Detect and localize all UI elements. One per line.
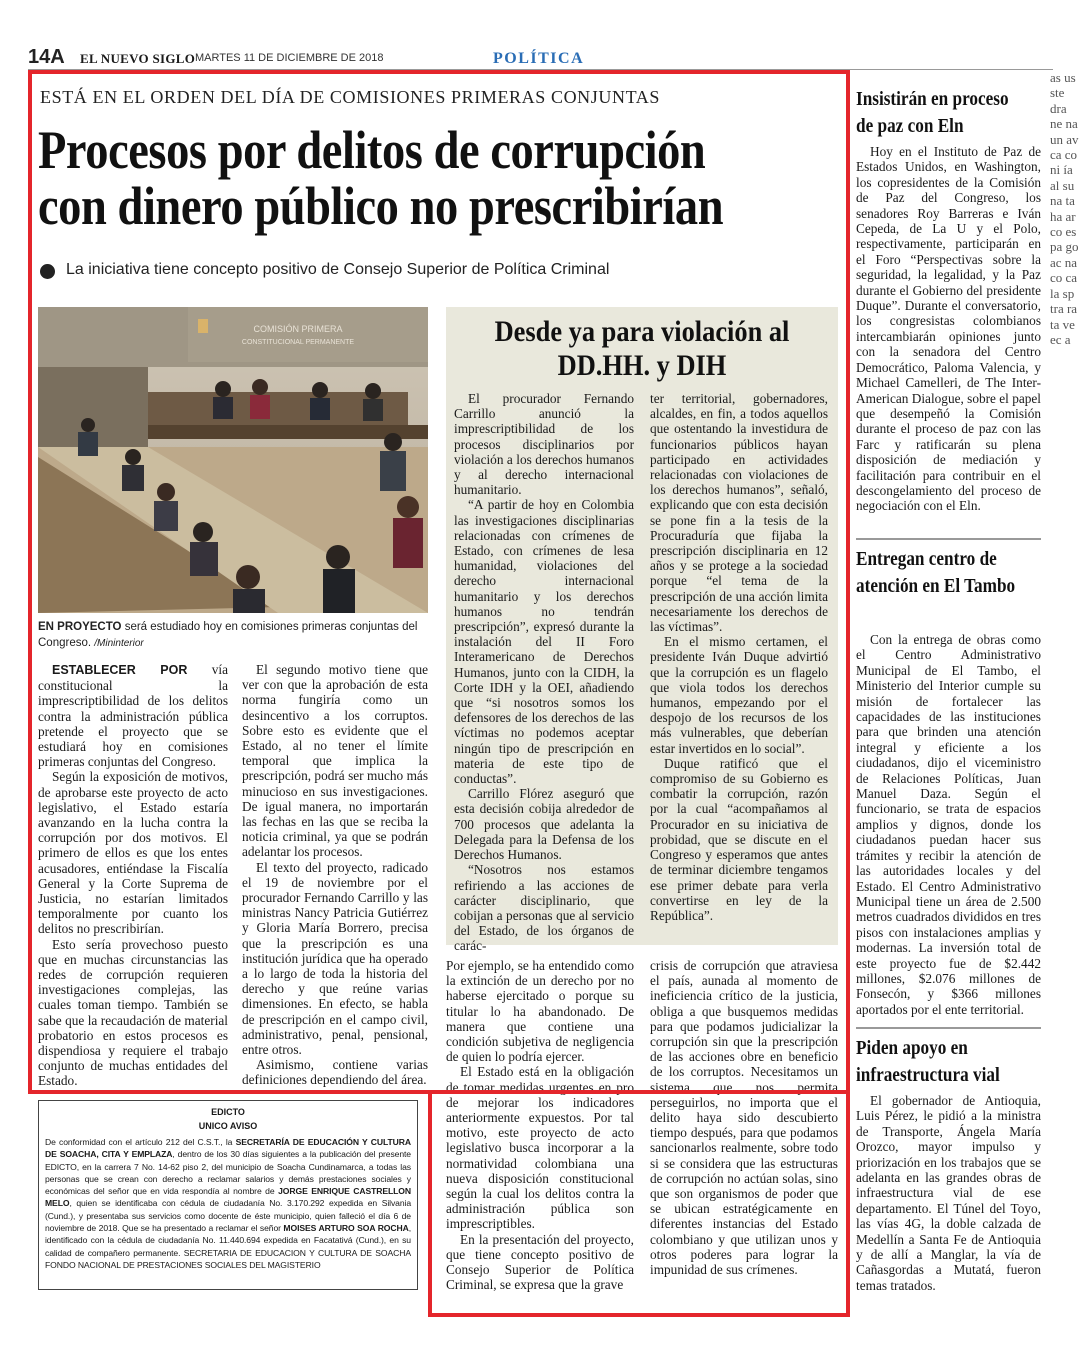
paragraph: En el mismo certamen, el presidente Iván Duque advirtió que la corrupción es un flagelo que viola todos los derechos humanos, empezando por el despojo de los recursos de los más vulnerables, que deberían estar invertidos en lo social”. (650, 634, 828, 756)
article-subhead: La iniciativa tiene concepto positivo de Consejo Superior de Política Criminal (66, 261, 610, 278)
paragraph: “A partir de hoy en Colombia las investigaciones disciplinarias relacionadas con crímenes de Estado, con crímenes de lesa humanidad, violaciones del derecho internacional humanitario y los derechos humanos no tendrán prescripción”, expresó durante la instalación del II Foro Interamericano de Derechos Humanos, junto con la CIDH, la Corte IDH y la OEI, añadiendo que “si nosotros somos los defensores de los derechos de las víctimas no podemos aceptar ningún tipo de prescripción en materia de este tipo de conductas”. (454, 497, 634, 787)
issue-date: MARTES 11 DE DICIEMBRE DE 2018 (195, 52, 384, 64)
notice-body: De conformidad con el artículo 212 del C.S.T., la SECRETARÍA DE EDUCACIÓN Y CULTURA DE SOACHA, CITA Y EMPLAZA, dentro de los 30 días siguientes a la publicación del presente EDICTO, en la carrera 7 No. 14-62 piso 2, del municipio de Soacha Cundinamarca, a todas las personas que se crean con derecho a reclamar salarios y demás prestaciones sociales y económicas del señor que en vida respondía al nombre de JORGE ENRIQUE CASTRELLON MELO, quien se identificaba con cédula de ciudadanía No. 3.170.292 expedida en Silvania (Cund.), y presentaba sus servicios como docente de éste municipio, quien falleció el día 6 de noviembre de 2018. Que se ha presentado a reclamar el señor MOISES ARTURO SOA ROCHA, identificado con la cédula de ciudadanía No. 11.440.694 expedida en Facatativá (Cund.), en su calidad de compañero permanente. SECRETARIA DE EDUCACION Y CULTURA DE SOACHA FONDO NACIONAL DE PRESTACIONES SOCIALES DEL MAGISTERIO (45, 1137, 411, 1270)
sidebar-title: Desde ya para violación al DD.HH. y DIH (494, 315, 790, 382)
paragraph: El segundo motivo tiene que ver con que la aprobación de esta norma fungiría como un desincentivo a los corruptos. Sobre esto es evidente que el Estado, al no tener el límite temporal que implica la prescripción, podrá ser mucho más minucioso en sus investigaciones. De igual manera, no importarán las fechas en las que se reciba la noticia criminal, ya que se podrán adelantar los procesos. (242, 662, 428, 860)
brief-text-tambo: Con la entrega de obras como el Centro Administrativo Municipal de El Tambo, el Ministerio del Interior cumple su misión de fortalecer las capacidades de las instituciones para que brinden una atención integral y eficiente a los ciudadanos, dijo el viceministro de Relaciones Políticas, Juan Manuel Daza. Según el funcionario, se trata de espacios amplios y dignos, donde los ciudadanos puedan hacer sus trámites y recibir la atención de las autoridades locales y del Estado. El Centro Administrativo Municipal tiene un área de 2.500 metros cuadrados divididos en tres pisos con instalaciones amplias y modernas. La inversión total de este proyecto fue de $2.442 millones, $2.076 millones de Fonsecón, y $366 millones aportados por el ente territorial. (856, 632, 1041, 1017)
notice-title: EDICTO (211, 1107, 245, 1117)
adjacent-page-edge: as us ste dra ne na un av ca co ni ía al su na ta ha ar co es pa go ac na co ca la sp tra ra ta ve ec a (1050, 70, 1079, 347)
paragraph: En la presentación del proyecto, que tiene concepto positivo de Consejo Superior de Política Criminal, se expresa que la grave (446, 1231, 634, 1293)
paragraph: Duque ratificó que el compromiso de su Gobierno es combatir la corrupción, razón por la cual “acompañamos al Procurador en su iniciativa de probidad, que se discute en el Congreso y esperamos que antes de terminar diciembre tengamos ese primer debate para verla convertirse en ley de la República”. (650, 755, 828, 923)
paragraph: ter territorial, gobernadores, alcaldes, en fin, a todos aquellos que ostentando la investidura de funcionarios públicos hayan participado en actividades relacionadas con violaciones de los derechos humanos”, señaló, explicando que con esta decisión se pone fin a la tesis de la Procuraduría que fijaba la prescripción disciplinaria en 12 años y se protege a la sociedad porque “el tema de la prescripción de una acción limita necesariamente los derechos de las víctimas”. (650, 391, 828, 635)
highlight-frame-extension (428, 1090, 850, 1317)
section-name: POLÍTICA (493, 50, 585, 67)
paragraph: Según la exposición de motivos, de aprobarse este proyecto de acto legislativo, el Estado estaría avanzando en la lucha contra la corrupción por dos motivos. El primero de ellos es que los entes acusadores, entiéndase la Fiscalía General y la Corte Suprema de Justicia, no estarían limitados temporalmente por cuanto los delitos no prescribirían. (38, 769, 228, 937)
article-kicker: ESTÁ EN EL ORDEN DEL DÍA DE COMISIONES PRIMERAS CONJUNTAS (40, 87, 660, 107)
paragraph: El texto del proyecto, radicado el 19 de noviembre por el procurador Fernando Carrillo y las ministras Nancy Patricia Gutiérrez y Gloria María Borrero, precisa que la prescripción es una institución jurídica que ha operado a lo largo de toda la historia del derecho y que reúne varias dimensiones. En efecto, se habla de prescripción en el campo civil, administrativo, penal, pensional, entre otros. (242, 859, 428, 1058)
paragraph: crisis de corrupción que atraviesa el país, aunada al momento de ineficiencia crítico de la justicia, obliga a que busquemos medidas para que podamos judicializar la corrupción sin que la prescripción de las acciones obre en beneficio de los corruptos. Necesitamos un sistema que nos permita perseguirlos, no importa que el delito haya sido descubierto tiempo después, para que podamos sancionarlos realmente, sobre todo si se considera que las estructuras de corrupción no actúan solas, sino que son organismos de poder que se ubican estratégicamente en diferentes instancias del Estado colombiano y que utilizan unos y otros poderes para lograr la impunidad de sus crímenes. (650, 958, 838, 1278)
photo-banner-line2: CONSTITUCIONAL PERMANENTE (241, 339, 355, 346)
page-header (28, 46, 1053, 70)
page-number: 14A (28, 46, 65, 68)
brief-text-vial: El gobernador de Antioquia, Luis Pérez, le pidió a la ministra de Transporte, Ángela María Orozco, mayor impulso y priorización en los trabajos que se adelanta en las grandes obras de infraestructura vial de ese departamento. El Túnel del Toyo, las vías 4G, la doble calzada de Medellín a Santa Fe de Antioquia y de allí a Manglar, la vía de Cañasgordas a Mutatá, fueron temas tratados. (856, 1093, 1041, 1293)
newspaper-name: EL NUEVO SIGLO (80, 51, 196, 66)
brief-title-tambo: Entregan centro de atención en El Tambo (856, 548, 1016, 597)
paragraph: Esto sería provechoso puesto que en muchas circunstancias las redes de corrupción requieren investigaciones complejas, las cuales toman tiempo. También se sabe que la recaudación de material probatorio en estos procesos es dispendiosa y requiere el trabajo conjunto de muchas entidades del Estado. (38, 936, 228, 1089)
brief-title-eln: Insistirán en proceso de paz con Eln (856, 88, 1009, 137)
paragraph: El procurador Fernando Carrillo anunció la imprescriptibilidad de los procesos disciplinarios por violación a los derechos humanos y al derecho internacional humanitario. (454, 391, 634, 498)
notice-subtitle: UNICO AVISO (198, 1121, 258, 1131)
divider (856, 538, 1041, 540)
brief-text-eln: Hoy en el Instituto de Paz de Estados Unidos, en Washington, los copresidentes de la Comisión de Paz del Congreso, los senadores Roy Barreras e Iván Cepeda, de La U y el Polo, respectivamente, participarán en el Foro “Perspectivas sobre la seguridad, la legalidad, y la Paz durante el Gobierno del presidente Duque”. Durante el conversatorio, los congresistas colombianos intercambiarán opiniones junto con la senadora del Centro Democrático, Paloma Valencia, y Michael Camelleri, de The Inter-American Dialogue, sobre el papel que desempeñó la Comisión durante el proceso de paz con las Farc y ratificarán su plena disposición de mediación y facilitación para contribuir en el descongelamiento del proceso de negociación con el Eln. (856, 144, 1041, 514)
lead-in: ESTABLECER POR (52, 663, 188, 677)
brief-title-vial: Piden apoyo en infraestructura vial (856, 1037, 1000, 1086)
legal-notice (38, 1100, 418, 1290)
paragraph: El Estado está en la obligación de tomar medidas urgentes en pro de mejorar los indicadores anteriormente expuestos. Por tal motivo, este proyecto de acto legislativo busca incorporar a la normatividad colombiana una nueva disposición constitucional según la cual los delitos contra la administración pública son imprescriptibles. (446, 1064, 634, 1232)
paragraph: “Nosotros nos estamos refiriendo a las acciones de carácter disciplinario, que cobijan a personas que al servicio del Estado, de los órganos de carác- (454, 862, 634, 954)
paragraph: vía constitucional la imprescriptibilidad de los delitos contra la administración pública pretende el proyecto que se estudiará hoy en comisiones primeras conjuntas del Congreso. (38, 662, 228, 770)
divider (856, 1027, 1041, 1029)
article-headline: Procesos por delitos de corrupción con dinero público no prescribirían (38, 120, 724, 236)
caption-lead: EN PROYECTO (38, 621, 122, 633)
photo-banner-line1: COMISIÓN PRIMERA (253, 324, 343, 334)
paragraph: Carrillo Flórez aseguró que esta decisión cobija alrededor de 700 procesos que adelanta la Delegada para la Defensa de los Derechos Humanos. (454, 786, 634, 863)
paragraph: Por ejemplo, se ha entendido como la extinción de un derecho por no haberse ejercitado o porque su titular lo ha abandonado. De manera que contiene una condición subjetiva de negligencia de quien lo podría ejercer. (446, 958, 634, 1065)
paragraph: Asimismo, contiene varias definiciones dependiendo del área. (242, 1057, 428, 1088)
highlight-frame (28, 70, 850, 1094)
caption-credit: /Mininterior (94, 638, 144, 649)
caption-text: será estudiado hoy en comisiones primeras conjuntas del Congreso. (38, 621, 418, 649)
